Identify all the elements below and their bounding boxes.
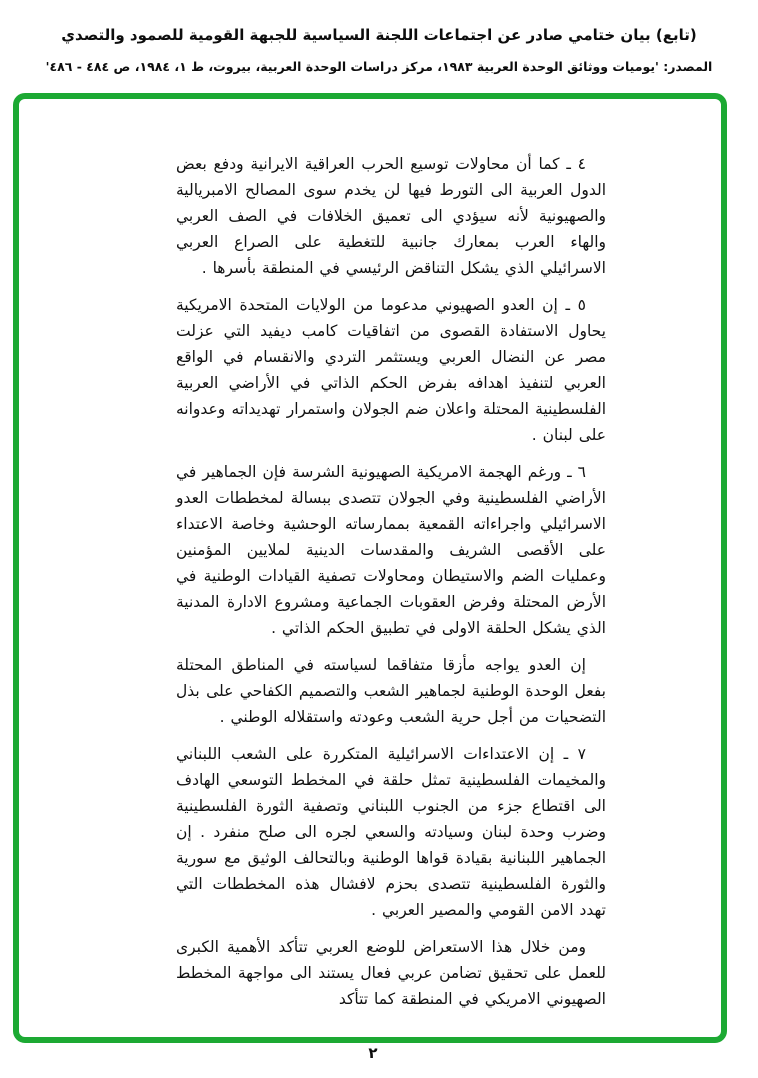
body-paragraph: إن العدو يواجه مأزقا متفاقما لسياسته في المناطق المحتلة بفعل الوحدة الوطنية لجماهير الشعب والتصميم الكفاحي على بذل التضحيات من أجل حرية الشعب وعودته واستقلاله الوطني .: [176, 656, 606, 726]
body-paragraph: ٤ ـ كما أن محاولات توسيع الحرب العراقية الايرانية ودفع بعض الدول العربية الى التورط فيها لن يخدم سوى المصالح الامبريالية والصهيونية لأنه سيؤدي الى تعميق الخلافات في الصف العربي والهاء العرب بمعارك جانبية للتغطية على الصراع العربي الاسرائيلي الذي يشكل التناقض الرئيسي في المنطقة بأسرها .: [176, 155, 606, 277]
body-paragraph: ومن خلال هذا الاستعراض للوضع العربي تتأكد الأهمية الكبرى للعمل على تحقيق تضامن عربي فعال يستند الى مواجهة المخطط الصهيوني الامريكي في المنطقة كما تتأكد: [176, 938, 606, 1008]
body-paragraph: ٥ ـ إن العدو الصهيوني مدعوما من الولايات المتحدة الامريكية يحاول الاستفادة القصوى من اتفاقيات كامب ديفيد التي عزلت مصر عن النضال العربي ويستثمر التردي والانقسام في الواقع العربي لتنفيذ اهدافه بفرض الحكم الذاتي في الأراضي العربية الفلسطينية المحتلة واعلان ضم الجولان واستمرار تهديداته وعدوانه على لبنان .: [176, 296, 606, 444]
body-paragraph: ٧ ـ إن الاعتداءات الاسرائيلية المتكررة على الشعب اللبناني والمخيمات الفلسطينية تمثل حلقة في المخطط التوسعي الهادف الى اقتطاع جزء من الجنوب اللبناني وتصفية الثورة الفلسطينية وضرب وحدة لبنان وسيادته والسعي لجره الى صلح منفرد . إن الجماهير اللبنانية بقيادة قواها الوطنية وبالتحالف الوثيق مع سورية والثورة الفلسطينية تتصدى بحزم لافشال هذه المخططات التي تهدد الامن القومي والمصير العربي .: [176, 745, 606, 919]
statement-body-text: [176, 151, 606, 1023]
scanned-page-frame: [13, 93, 727, 1043]
body-paragraph: ٦ ـ ورغم الهجمة الامريكية الصهيونية الشرسة فإن الجماهير في الأراضي الفلسطينية وفي الجولان تتصدى ببسالة لمخططات العدو الاسرائيلي واجراءاته القمعية بممارساته الوحشية وخاصة الاعتداء على الأقصى الشريف والمقدسات الدينية لملايين المؤمنين وعمليات الضم والاستيطان ومحاولات تصفية القيادات الوطنية في الأرض المحتلة وفرض العقوبات الجماعية ومشروع الادارة المدنية الذي يشكل الحلقة الاولى في تطبيق الحكم الذاتي .: [176, 463, 606, 637]
source-citation: المصدر: 'يوميات ووثائق الوحدة العربية ١٩٨٣، مركز دراسات الوحدة العربية، بيروت، ط ١، ١٩٨٤، ص ٤٨٤ - ٤٨٦': [45, 59, 713, 74]
page-header: [0, 24, 758, 76]
statement-title: (تابع) بيان ختامي صادر عن اجتماعات اللجنة السياسية للجبهة القومية للصمود والتصدي: [61, 26, 697, 44]
page-number: ٢: [368, 1044, 378, 1062]
